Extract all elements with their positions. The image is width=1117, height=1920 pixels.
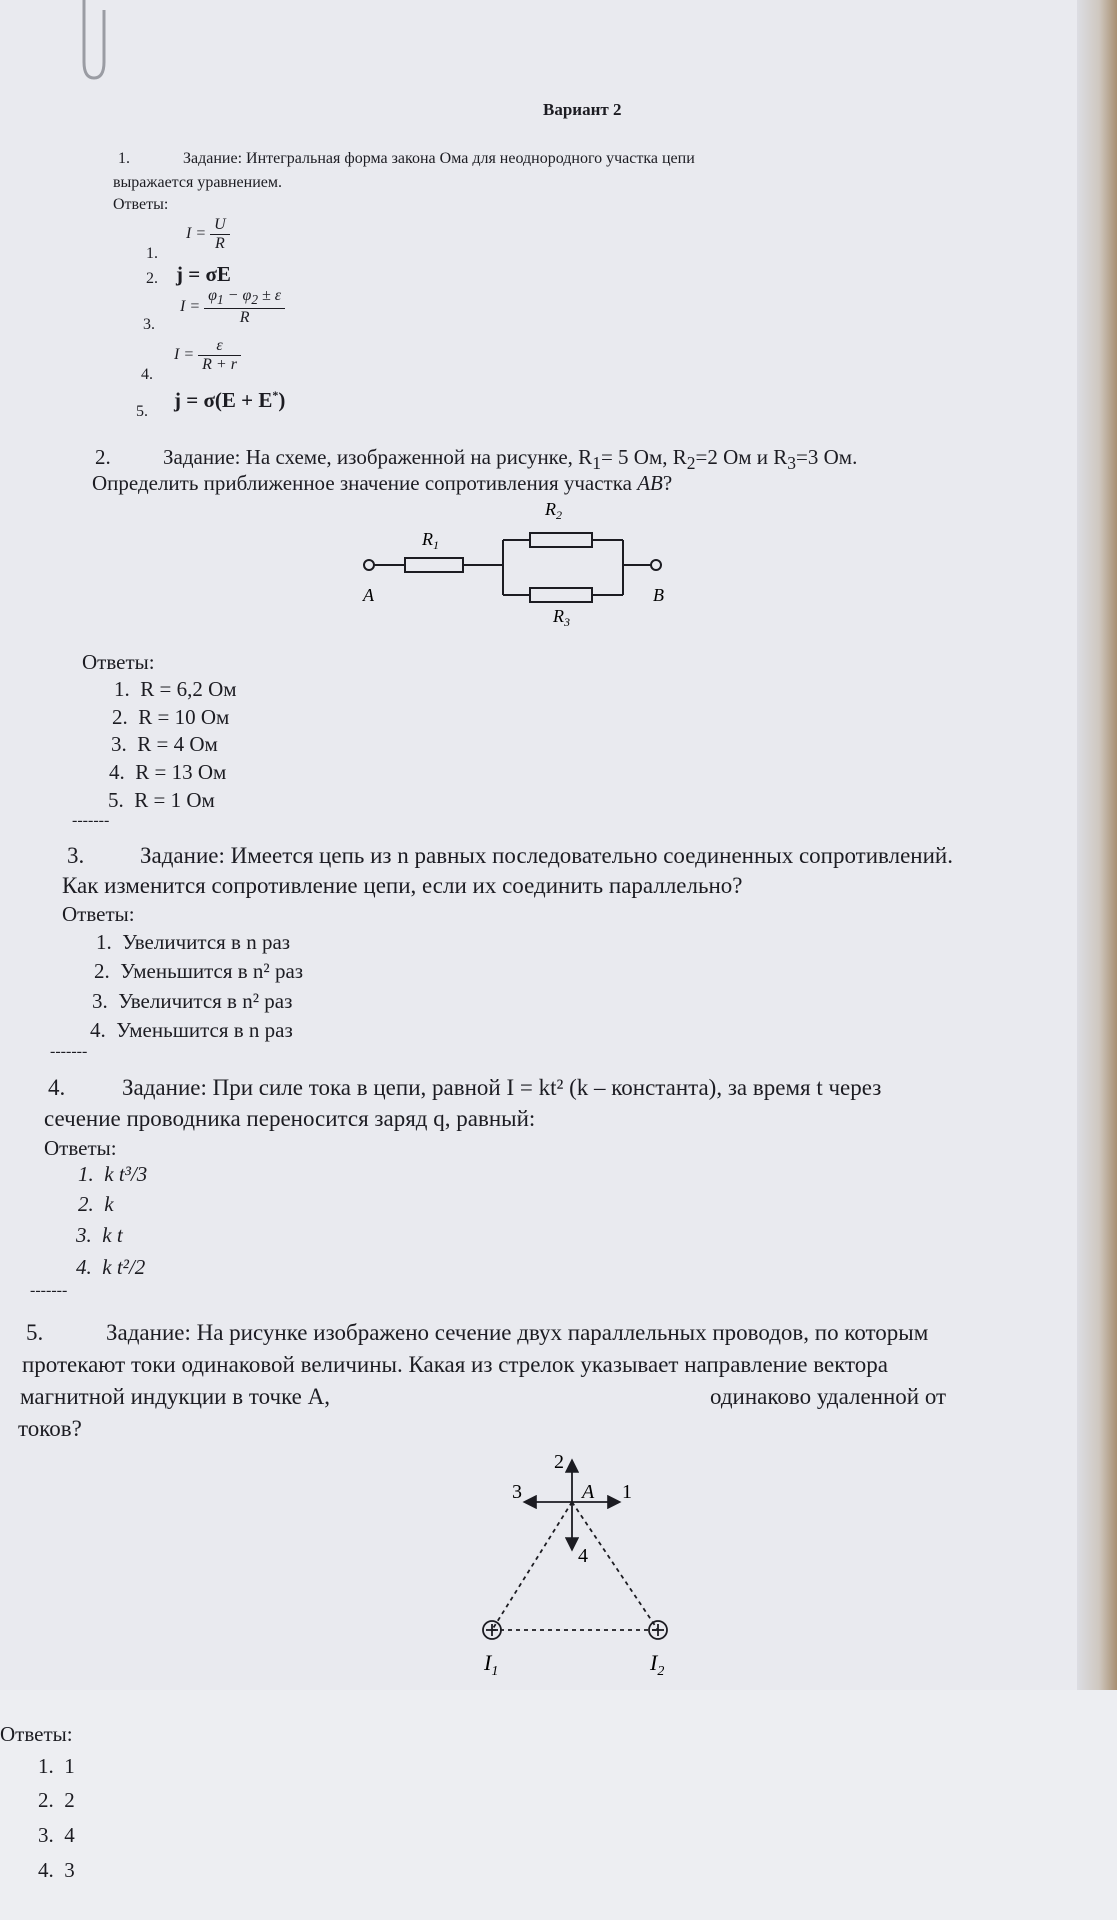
circuit-diagram (355, 495, 675, 635)
page-title: Вариант 2 (543, 100, 622, 119)
q1-answers-label: Ответы: (113, 196, 169, 213)
list-item: 3. k t (76, 1223, 123, 1247)
q5-text-line2: протекают токи одинаковой величины. Какая из стрелок указывает направление вектора (22, 1352, 889, 1377)
q1-answer-formula: I = $\frac{\varphi_1 - \varphi_2 \pm \varepsilon}{R}$ (180, 287, 285, 327)
arrow-2-label: 2 (554, 1451, 564, 1473)
list-item: 5. R = 1 Ом (108, 788, 215, 812)
label-b: B (653, 585, 664, 605)
list-item: 4. k t²/2 (76, 1255, 146, 1279)
list-item: 1. k t³/3 (78, 1162, 148, 1186)
q1-answer-number: 4. (141, 366, 153, 383)
separator: ------- (72, 812, 110, 829)
q5-text-line4: токов? (18, 1416, 82, 1441)
q1-answer-formula: j = σ(E + E*) (174, 388, 286, 412)
q1-answer-number: 1. (146, 245, 158, 262)
list-item: 1. R = 6,2 Ом (114, 677, 237, 701)
list-item: 4. 3 (38, 1858, 75, 1882)
list-item: 3. R = 4 Ом (111, 732, 218, 756)
q5-answers-label: Ответы: (0, 1722, 73, 1746)
q1-answer-formula: I = $\frac{\varepsilon}{R + r}$ (174, 337, 241, 374)
q1-text-line1: Задание: Интегральная форма закона Ома для неоднородного участка цепи (183, 150, 695, 167)
list-item: 3. 4 (38, 1823, 75, 1847)
point-a-label: A (582, 1481, 595, 1503)
arrow-4-label: 4 (578, 1545, 588, 1567)
label-r3: $R_3$ (553, 606, 570, 629)
arrow-1-label: 1 (622, 1481, 632, 1503)
q1-answer-number: 2. (146, 270, 158, 287)
q4-number: 4. (48, 1075, 66, 1100)
i1-label: $I_1$ (484, 1650, 499, 1679)
arrow-3-label: 3 (512, 1481, 522, 1503)
label-r1: $R_1$ (422, 529, 439, 552)
list-item: 2. 2 (38, 1788, 75, 1812)
q1-answer-number: 5. (136, 403, 148, 420)
i2-label: $I_2$ (650, 1650, 665, 1679)
terminal-b-icon (651, 560, 661, 570)
list-item: 4. Уменьшится в n раз (90, 1018, 293, 1042)
resistor-r2 (530, 533, 592, 547)
q5-text-line3a: магнитной индукции в точке A, (20, 1384, 330, 1409)
q3-text-line1: Задание: Имеется цепь из n равных последовательно соединенных сопротивлений. (140, 843, 953, 868)
list-item: 1. 1 (38, 1754, 75, 1778)
paperclip-icon (70, 0, 110, 90)
q2-answers-label: Ответы: (82, 650, 155, 674)
list-item: 2. R = 10 Ом (112, 705, 230, 729)
terminal-a-icon (364, 560, 374, 570)
list-item: 3. Увеличится в n² раз (92, 989, 293, 1013)
q3-text-line2: Как изменится сопротивление цепи, если их соединить параллельно? (62, 873, 743, 898)
q1-text-line2: выражается уравнением. (113, 174, 282, 191)
list-item: 2. Уменьшится в n² раз (94, 959, 304, 983)
wires-diagram (470, 1440, 690, 1690)
q3-answers-label: Ответы: (62, 902, 135, 926)
separator: ------- (50, 1043, 88, 1060)
q4-text-line1: Задание: При силе тока в цепи, равной I = kt² (k – константа), за время t через (122, 1075, 882, 1100)
q1-answer-number: 3. (143, 316, 155, 333)
paper-edge (1077, 0, 1117, 1690)
q1-number: 1. (118, 150, 130, 167)
q4-answers-label: Ответы: (44, 1136, 117, 1160)
list-item: 1. Увеличится в n раз (96, 930, 291, 954)
separator: ------- (30, 1282, 68, 1299)
resistor-r1 (405, 558, 463, 572)
q5-text-line3b: одинаково удаленной от (710, 1384, 947, 1409)
q2-number: 2. (95, 445, 111, 469)
q5-text-line1: Задание: На рисунке изображено сечение двух параллельных проводов, по которым (106, 1320, 929, 1345)
resistor-r3 (530, 588, 592, 602)
q2-text-line1: Задание: На схеме, изображенной на рисунке, $R_1= 5$ Ом, $R_2=2$ Ом и $R_3=3$ Ом. (163, 445, 858, 474)
label-r2: $R_2$ (545, 499, 562, 522)
list-item: 2. k (78, 1192, 114, 1216)
label-a: A (363, 585, 374, 605)
second-sheet (0, 1690, 1117, 1920)
q2-text-line2: Определить приближенное значение сопротивления участка AB? (92, 471, 673, 495)
q1-answer-formula: j = σE (176, 262, 231, 286)
list-item: 4. R = 13 Ом (109, 760, 227, 784)
q4-text-line2: сечение проводника переносится заряд q, равный: (44, 1106, 536, 1131)
q5-number: 5. (26, 1320, 44, 1345)
q3-number: 3. (67, 843, 85, 868)
q1-answer-formula: I = $\frac{U}{R}$ (186, 216, 230, 253)
